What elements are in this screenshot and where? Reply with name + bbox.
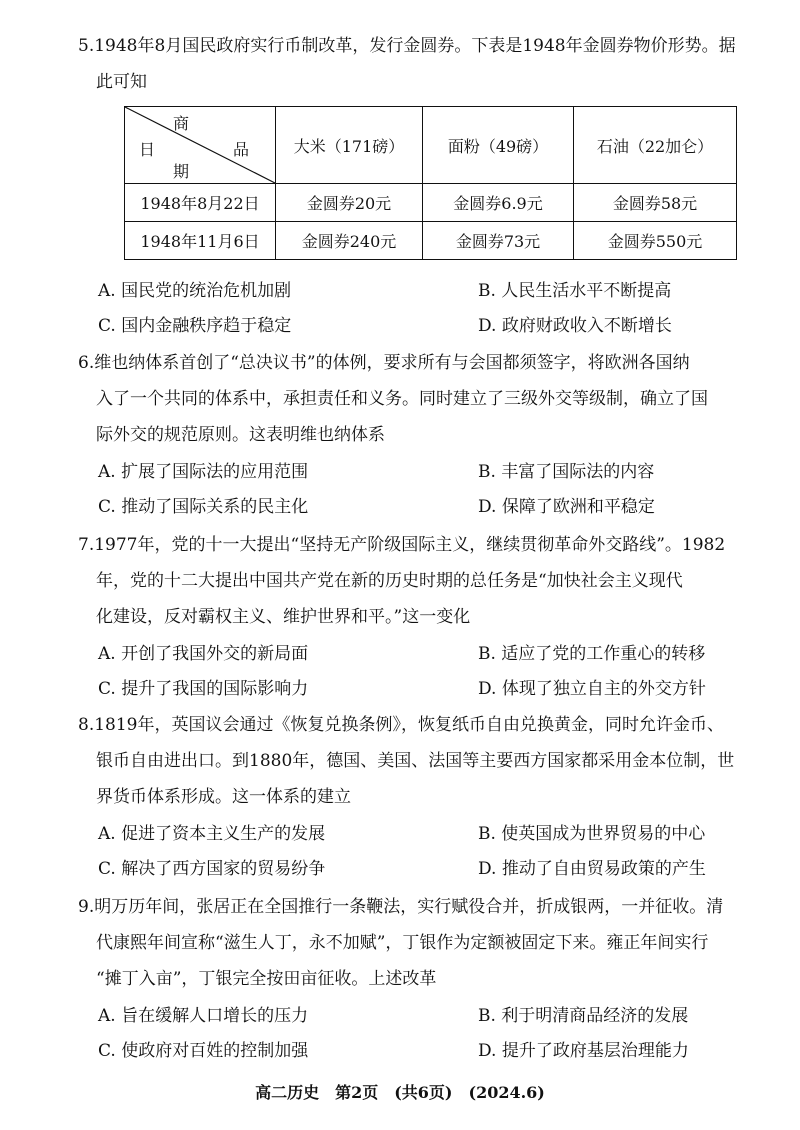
option-b[interactable]: B. 利于明清商品经济的发展 (478, 1006, 689, 1026)
column-header: 大米（171磅） (276, 107, 423, 184)
column-header: 面粉（49磅） (423, 107, 574, 184)
question-text: “摊丁入亩”，丁银完全按田亩征收。上述改革 (96, 969, 437, 989)
question-text: 化建设，反对霸权主义、维护世界和平。”这一变化 (96, 607, 471, 627)
diagonal-header-cell (125, 107, 276, 184)
question-9-options (98, 999, 768, 1069)
question-9 (78, 889, 768, 997)
option-d[interactable]: D. 体现了独立自主的外交方针 (478, 679, 706, 699)
option-d[interactable]: D. 政府财政收入不断增长 (478, 316, 672, 336)
question-5-options (98, 274, 768, 344)
corner-label: 日 (139, 140, 156, 159)
question-text: 界货币体系形成。这一体系的建立 (96, 787, 351, 807)
option-b[interactable]: B. 适应了党的工作重心的转移 (478, 644, 706, 664)
option-b[interactable]: B. 丰富了国际法的内容 (478, 462, 655, 482)
option-a[interactable]: A. 促进了资本主义生产的发展 (98, 824, 326, 844)
table-cell: 金圆券58元 (574, 184, 737, 222)
option-a[interactable]: A. 国民党的统治危机加剧 (98, 281, 292, 301)
corner-label: 品 (233, 140, 250, 159)
column-header: 石油（22加仑） (574, 107, 737, 184)
question-text: 入了一个共同的体系中，承担责任和义务。同时建立了三级外交等级制，确立了国 (96, 389, 708, 409)
option-a[interactable]: A. 扩展了国际法的应用范围 (98, 462, 309, 482)
option-a[interactable]: A. 旨在缓解人口增长的压力 (98, 1006, 309, 1026)
corner-label: 期 (173, 162, 190, 181)
question-text: 明万历年间，张居正在全国推行一条鞭法，实行赋役合并，折成银两，一并征收。清 (94, 897, 724, 917)
option-c[interactable]: C. 解决了西方国家的贸易纷争 (98, 859, 326, 879)
question-text: 际外交的规范原则。这表明维也纳体系 (96, 425, 385, 445)
row-date: 1948年8月22日 (125, 184, 276, 222)
question-text: 年，党的十二大提出中国共产党在新的历史时期的总任务是“加快社会主义现代 (96, 571, 683, 591)
table-cell: 金圆券20元 (276, 184, 423, 222)
question-7 (78, 527, 768, 635)
option-b[interactable]: B. 人民生活水平不断提高 (478, 281, 672, 301)
question-number: 8. (78, 715, 95, 735)
question-number: 9. (78, 897, 95, 917)
price-table (124, 106, 737, 260)
option-c[interactable]: C. 推动了国际关系的民主化 (98, 497, 309, 517)
question-6-options (98, 455, 768, 525)
table-header-row (125, 107, 737, 184)
question-7-options (98, 637, 768, 707)
table-cell: 金圆券240元 (276, 222, 423, 260)
option-a[interactable]: A. 开创了我国外交的新局面 (98, 644, 309, 664)
option-b[interactable]: B. 使英国成为世界贸易的中心 (478, 824, 706, 844)
option-c[interactable]: C. 提升了我国的国际影响力 (98, 679, 309, 699)
question-text: 维也纳体系首创了“总决议书”的体例，要求所有与会国都须签字，将欧洲各国纳 (94, 353, 690, 373)
question-number: 6. (78, 353, 95, 373)
question-text: 银币自由进出口。到1880年，德国、美国、法国等主要西方国家都采用金本位制，世 (96, 751, 735, 771)
question-8-options (98, 817, 768, 887)
row-date: 1948年11月6日 (125, 222, 276, 260)
question-6 (78, 345, 768, 453)
question-number: 5. (78, 36, 95, 56)
table-row (125, 222, 737, 260)
question-8 (78, 707, 768, 815)
option-c[interactable]: C. 使政府对百姓的控制加强 (98, 1041, 309, 1061)
question-5 (78, 28, 768, 100)
option-d[interactable]: D. 推动了自由贸易政策的产生 (478, 859, 706, 879)
corner-label: 商 (173, 114, 190, 133)
option-d[interactable]: D. 保障了欧洲和平稳定 (478, 497, 655, 517)
option-c[interactable]: C. 国内金融秩序趋于稳定 (98, 316, 292, 336)
table-cell: 金圆券550元 (574, 222, 737, 260)
table-cell: 金圆券73元 (423, 222, 574, 260)
question-text: 1977年，党的十一大提出“坚持无产阶级国际主义，继续贯彻革命外交路线”。1982 (94, 535, 726, 555)
table-cell: 金圆券6.9元 (423, 184, 574, 222)
question-number: 7. (78, 535, 95, 555)
question-text: 1948年8月国民政府实行币制改革，发行金圆券。下表是1948年金圆券物价形势。据 (94, 36, 736, 56)
page-footer: 高二历史 第2页 (共6页) (2024.6) (255, 1083, 545, 1102)
table-row (125, 184, 737, 222)
option-d[interactable]: D. 提升了政府基层治理能力 (478, 1041, 689, 1061)
question-text: 代康熙年间宣称“滋生人丁，永不加赋”，丁银作为定额被固定下来。雍正年间实行 (96, 933, 709, 953)
question-text: 此可知 (96, 72, 147, 92)
question-text: 1819年，英国议会通过《恢复兑换条例》，恢复纸币自由兑换黄金，同时允许金币、 (94, 715, 724, 735)
